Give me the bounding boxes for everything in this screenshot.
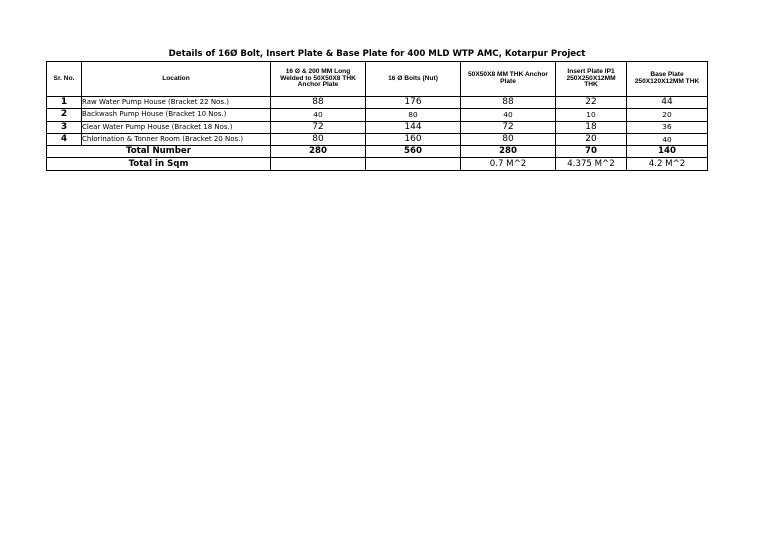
cell-bolts[interactable]: 80	[366, 109, 461, 121]
sqm-label[interactable]: Total in Sqm	[47, 158, 271, 170]
cell-insert[interactable]: 20	[556, 133, 627, 145]
table-row	[47, 133, 708, 145]
cell-anchor[interactable]: 88	[461, 97, 556, 109]
total-anchor[interactable]: 280	[461, 146, 556, 158]
cell-sr[interactable]: 2	[47, 109, 82, 121]
table-row	[47, 109, 708, 121]
total-bolts[interactable]: 560	[366, 146, 461, 158]
cell-base[interactable]: 40	[627, 133, 708, 145]
header-location[interactable]: Location	[82, 62, 271, 97]
sqm-rod[interactable]	[271, 158, 366, 170]
total-base[interactable]: 140	[627, 146, 708, 158]
total-row	[47, 146, 708, 158]
sqm-bolts[interactable]	[366, 158, 461, 170]
cell-sr[interactable]: 1	[47, 97, 82, 109]
cell-location[interactable]: Backwash Pump House (Bracket 10 Nos.)	[82, 109, 271, 121]
table-row	[47, 121, 708, 133]
cell-bolts[interactable]: 176	[366, 97, 461, 109]
cell-insert[interactable]: 22	[556, 97, 627, 109]
header-sr-no[interactable]: Sr. No.	[47, 62, 82, 97]
header-insert-plate[interactable]: Insert Plate IP1 250X250X12MM THK	[556, 62, 627, 97]
sheet-title: Details of 16Ø Bolt, Insert Plate & Base Plate for 400 MLD WTP AMC, Kotarpur Project	[168, 49, 586, 59]
total-rod[interactable]: 280	[271, 146, 366, 158]
cell-rod[interactable]: 80	[271, 133, 366, 145]
cell-location[interactable]: Raw Water Pump House (Bracket 22 Nos.)	[82, 97, 271, 109]
cell-insert[interactable]: 10	[556, 109, 627, 121]
cell-rod[interactable]: 88	[271, 97, 366, 109]
table-row	[47, 97, 708, 109]
cell-rod[interactable]: 40	[271, 109, 366, 121]
cell-insert[interactable]: 18	[556, 121, 627, 133]
sqm-base[interactable]: 4.2 M^2	[627, 158, 708, 170]
sqm-insert[interactable]: 4.375 M^2	[556, 158, 627, 170]
header-base-plate[interactable]: Base Plate 250X120X12MM THK	[627, 62, 708, 97]
total-label[interactable]: Total Number	[47, 146, 271, 158]
header-rod[interactable]: 16 Ø & 200 MM Long Welded to 50X50X8 THK Anchor Plate	[271, 62, 366, 97]
total-insert[interactable]: 70	[556, 146, 627, 158]
details-table	[46, 61, 708, 171]
header-anchor-plate[interactable]: 50X50X8 MM THK Anchor Plate	[461, 62, 556, 97]
cell-base[interactable]: 20	[627, 109, 708, 121]
cell-location[interactable]: Chlorination & Tonner Room (Bracket 20 Nos.)	[82, 133, 271, 145]
cell-anchor[interactable]: 72	[461, 121, 556, 133]
cell-base[interactable]: 44	[627, 97, 708, 109]
header-row	[47, 62, 708, 97]
cell-anchor[interactable]: 40	[461, 109, 556, 121]
cell-bolts[interactable]: 144	[366, 121, 461, 133]
cell-sr[interactable]: 4	[47, 133, 82, 145]
cell-sr[interactable]: 3	[47, 121, 82, 133]
sqm-row	[47, 158, 708, 170]
cell-anchor[interactable]: 80	[461, 133, 556, 145]
cell-base[interactable]: 36	[627, 121, 708, 133]
cell-rod[interactable]: 72	[271, 121, 366, 133]
header-bolts[interactable]: 16 Ø Bolts (Nut)	[366, 62, 461, 97]
cell-location[interactable]: Clear Water Pump House (Bracket 18 Nos.)	[82, 121, 271, 133]
sqm-anchor[interactable]: 0.7 M^2	[461, 158, 556, 170]
cell-bolts[interactable]: 160	[366, 133, 461, 145]
